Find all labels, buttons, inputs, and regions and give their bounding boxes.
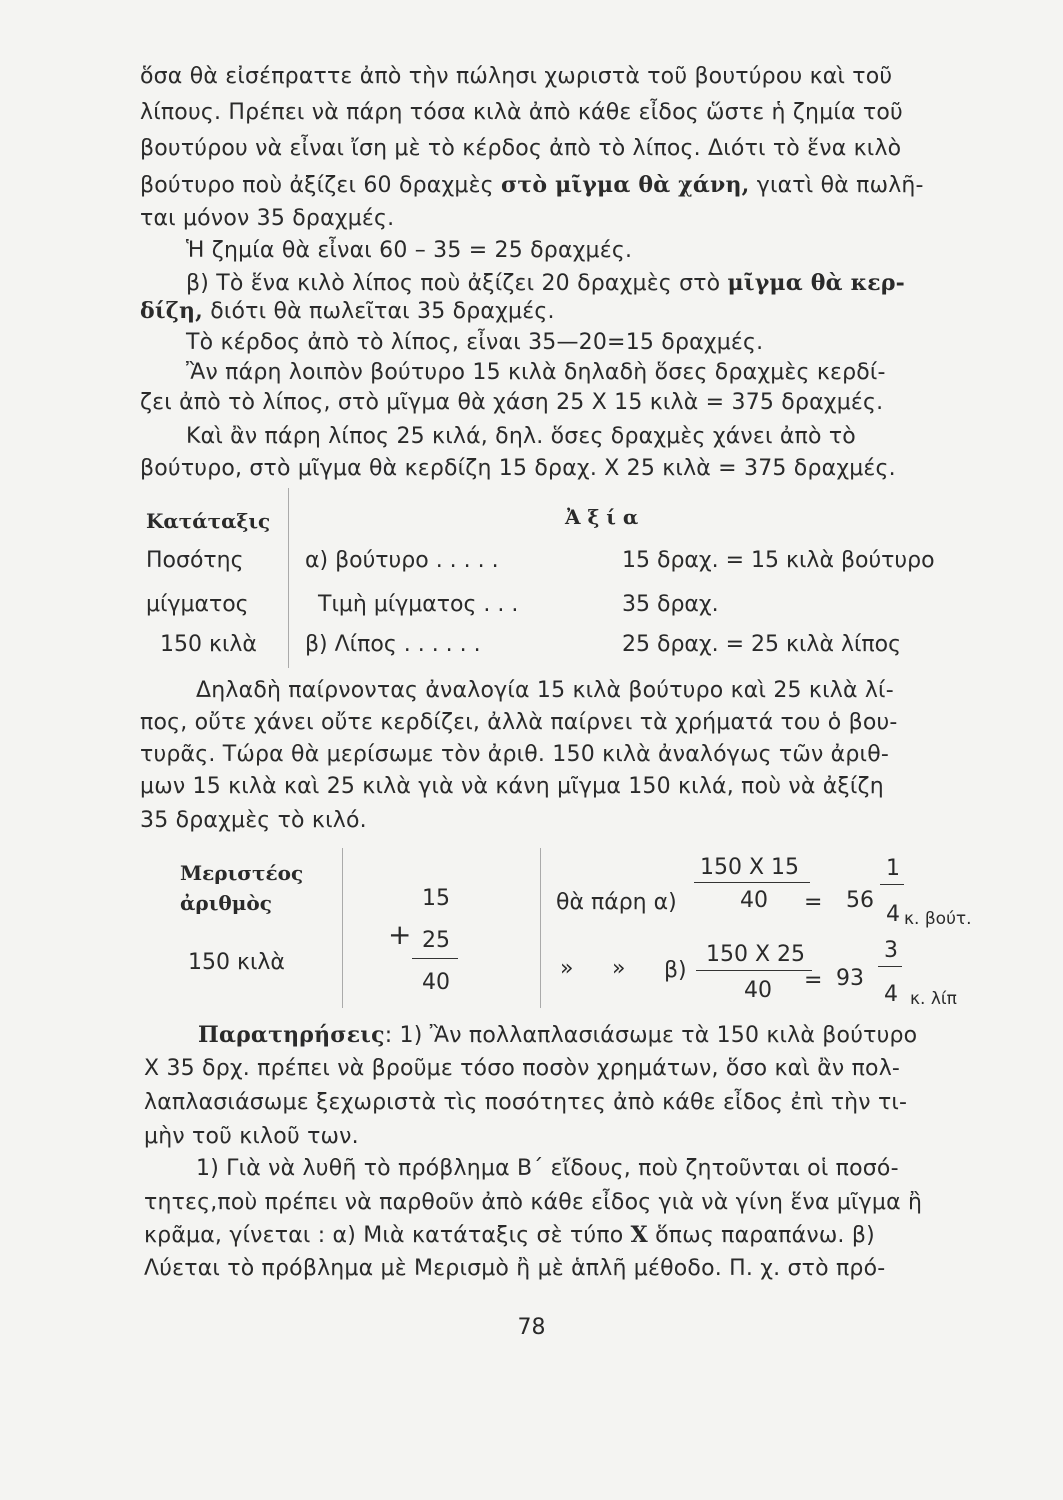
fraction-numerator: 3	[884, 938, 898, 963]
fraction-bar	[878, 966, 902, 967]
text-segment: διότι θὰ πωλεῖται 35 δραχμές.	[203, 299, 555, 324]
emphasis-text: X	[630, 1222, 648, 1248]
fraction-denominator: 40	[740, 888, 768, 913]
fraction-bar	[880, 884, 904, 885]
text-line	[140, 298, 555, 325]
text-line: βουτύρου νὰ εἶναι ἴση μὲ τὸ κέρδος ἀπὸ τὸ λίπος. Διότι τὸ ἕνα κιλὸ	[140, 136, 902, 161]
table-cell: β) Λίπος . . . . . .	[305, 632, 481, 657]
text-line: ζει ἀπὸ τὸ λίπος, στὸ μῖγμα θὰ χάση 25 X 15 κιλὰ = 375 δραχμές.	[140, 390, 884, 415]
text-segment: γιατὶ θὰ πωλῆ-	[756, 173, 924, 198]
table-cell: 150 κιλὰ	[160, 632, 257, 657]
fraction-denominator: 4	[884, 982, 898, 1007]
ditto-mark: »	[560, 956, 574, 981]
sum-term: 25	[422, 928, 450, 953]
fraction-numerator: 150 X 15	[700, 855, 800, 880]
text-line: Ἂν πάρη λοιπὸν βούτυρο 15 κιλὰ δηλαδὴ ὅσες δραχμὲς κερδί-	[186, 360, 886, 385]
table-cell: 15 δραχ. = 15 κιλὰ βούτυρο	[622, 548, 935, 573]
text-line: πος, οὔτε χάνει οὔτε κερδίζει, ἀλλὰ παίρνει τὰ χρήματά του ὁ βου-	[140, 710, 898, 735]
table-cell: Τιμὴ μίγματος . . .	[318, 592, 519, 617]
text-line: λίπους. Πρέπει νὰ πάρη τόσα κιλὰ ἀπὸ κάθε εἶδος ὥστε ἡ ζημία τοῦ	[140, 100, 903, 125]
text-line: λαπλασιάσωμε ξεχωριστὰ τὶς ποσότητες ἀπὸ κάθε εἶδος ἐπὶ τὴν τι-	[144, 1090, 908, 1115]
text-segment: βούτυρο ποὺ ἀξίζει 60 δραχμὲς	[140, 173, 494, 198]
row-label: θὰ πάρη α)	[556, 890, 677, 915]
remarks-heading: Παρατηρήσεις	[198, 1022, 385, 1048]
text-line: Δηλαδὴ παίρνοντας ἀναλογία 15 κιλὰ βούτυρο καὶ 25 κιλὰ λί-	[196, 678, 894, 703]
text-line: X 35 δρχ. πρέπει νὰ βροῦμε τόσο ποσὸν χρημάτων, ὅσο καὶ ἂν πολ-	[144, 1056, 901, 1081]
divisor-value: 150 κιλὰ	[188, 950, 285, 975]
text-line: Τὸ κέρδος ἀπὸ τὸ λίπος, εἶναι 35—20=15 δραχμές.	[186, 330, 764, 355]
text-line: 1) Γιὰ νὰ λυθῆ τὸ πρόβλημα Β΄ εἴδους, ποὺ ζητοῦνται οἱ ποσό-	[196, 1156, 899, 1181]
fraction-numerator: 1	[886, 856, 900, 881]
divisor-label: Μεριστέος	[180, 861, 304, 885]
table-divider	[288, 488, 289, 668]
text-segment: : 1) Ἂν πολλαπλασιάσωμε τὰ 150 κιλὰ βούτυρο	[384, 1023, 918, 1048]
text-segment: β) Τὸ ἕνα κιλὸ λίπος ποὺ ἀξίζει 20 δραχμὲς στὸ	[186, 271, 721, 296]
text-line: Ἡ ζημία θὰ εἶναι 60 – 35 = 25 δραχμές.	[186, 238, 633, 263]
sum-rule	[412, 958, 458, 959]
fraction-bar	[694, 882, 810, 883]
unit-label: κ. βούτ.	[904, 909, 972, 929]
emphasis-text: δίζη,	[140, 298, 204, 324]
text-line: ται μόνον 35 δραχμές.	[140, 206, 395, 231]
table-header-right: Ἀ ξ ί α	[565, 505, 639, 529]
table-cell: Ποσότης	[146, 548, 244, 573]
table-cell: 25 δραχ. = 25 κιλὰ λίπος	[622, 632, 902, 657]
text-line: μων 15 κιλὰ καὶ 25 κιλὰ γιὰ νὰ κάνη μῖγμα 150 κιλά, ποὺ νὰ ἀξίζη	[140, 774, 884, 799]
row-label: β)	[664, 958, 687, 983]
table-divider	[540, 848, 541, 1008]
text-line	[186, 270, 905, 297]
fraction-numerator: 150 X 25	[706, 942, 806, 967]
divisor-label: ἀριθμὸς	[180, 891, 272, 915]
equals-sign: =	[804, 890, 823, 915]
page-number: 78	[517, 1315, 546, 1340]
table-divider	[342, 848, 343, 1008]
text-line	[140, 172, 924, 199]
ditto-mark: »	[612, 956, 626, 981]
text-segment: κρᾶμα, γίνεται : α) Μιὰ κατάταξις σὲ τύπο	[144, 1223, 624, 1248]
sum-term: 15	[422, 886, 450, 911]
table-cell: μίγματος	[146, 592, 249, 617]
emphasis-text: στὸ μῖγμα θὰ χάνη,	[501, 172, 750, 198]
plus-sign: +	[388, 918, 412, 951]
emphasis-text: μῖγμα θὰ κερ-	[727, 270, 905, 296]
text-line	[198, 1022, 917, 1049]
text-line: Καὶ ἂν πάρη λίπος 25 κιλά, δηλ. ὅσες δραχμὲς χάνει ἀπὸ τὸ	[186, 424, 856, 449]
text-line: ὅσα θὰ εἰσέπραττε ἀπὸ τὴν πώλησι χωριστὰ τοῦ βουτύρου καὶ τοῦ	[140, 64, 893, 89]
text-line: μὴν τοῦ κιλοῦ των.	[144, 1124, 359, 1149]
result-whole: 56	[846, 888, 874, 913]
fraction-denominator: 4	[886, 902, 900, 927]
table-header-left: Κατάταξις	[146, 509, 271, 533]
unit-label: κ. λίπ	[910, 989, 957, 1009]
text-line: Λύεται τὸ πρόβλημα μὲ Μερισμὸ ἢ μὲ ἁπλῆ μέθοδο. Π. χ. στὸ πρό-	[144, 1256, 886, 1281]
fraction-bar	[696, 970, 812, 971]
table-cell: α) βούτυρο . . . . .	[305, 548, 499, 573]
table-cell: 35 δραχ.	[622, 592, 719, 617]
equals-sign: =	[804, 968, 823, 993]
text-line: τυρᾶς. Τώρα θὰ μερίσωμε τὸν ἀριθ. 150 κιλὰ ἀναλόγως τῶν ἀριθ-	[140, 742, 889, 767]
result-whole: 93	[836, 966, 864, 991]
text-line	[144, 1222, 875, 1249]
text-line: βούτυρο, στὸ μῖγμα θὰ κερδίζη 15 δραχ. X 25 κιλὰ = 375 δραχμές.	[140, 456, 896, 481]
text-line: τητες,ποὺ πρέπει νὰ παρθοῦν ἀπὸ κάθε εἶδος γιὰ νὰ γίνη ἕνα μῖγμα ἢ	[144, 1190, 923, 1215]
text-segment: ὅπως παραπάνω. β)	[647, 1223, 875, 1248]
fraction-denominator: 40	[744, 978, 772, 1003]
text-line: 35 δραχμὲς τὸ κιλό.	[140, 808, 367, 833]
sum-total: 40	[422, 970, 450, 995]
